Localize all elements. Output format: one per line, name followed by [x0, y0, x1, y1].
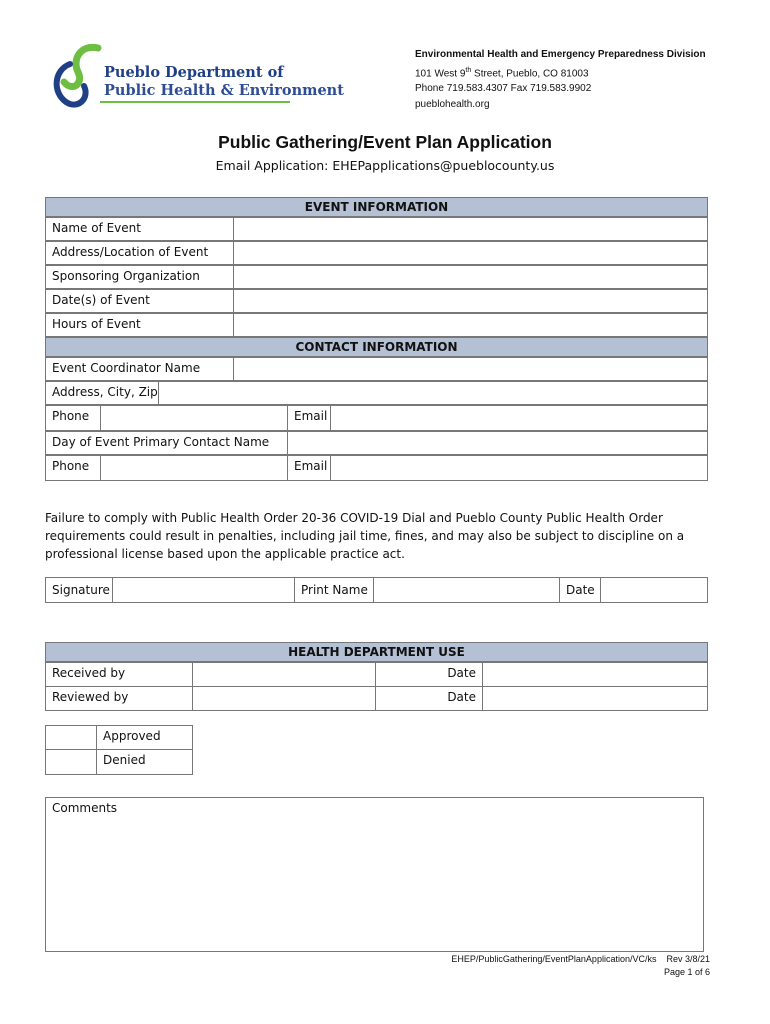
- division-name: Environmental Health and Emergency Preparedness Division: [415, 49, 706, 60]
- reviewed-date-field[interactable]: [482, 686, 708, 711]
- received-date-field[interactable]: [482, 662, 708, 687]
- division-contact-block: [415, 47, 706, 112]
- page-number: Page 1 of 6: [663, 967, 710, 977]
- day-contact-phone-label: Phone: [45, 455, 101, 481]
- health-department-use-header: HEALTH DEPARTMENT USE: [45, 642, 708, 662]
- event-address-field[interactable]: [233, 241, 708, 265]
- division-address: [415, 63, 706, 82]
- event-name-field[interactable]: [233, 217, 708, 241]
- print-name-field[interactable]: [373, 577, 560, 603]
- denied-label: Denied: [96, 749, 193, 775]
- day-contact-name-label: Day of Event Primary Contact Name: [45, 431, 288, 455]
- comments-label: Comments: [52, 801, 118, 815]
- signature-date-field[interactable]: [600, 577, 708, 603]
- approved-label: Approved: [96, 725, 193, 750]
- received-date-label: Date: [375, 662, 483, 687]
- sponsoring-organization-field[interactable]: [233, 265, 708, 289]
- received-by-label: Received by: [45, 662, 193, 687]
- signature-field[interactable]: [112, 577, 295, 603]
- signature-date-label: Date: [559, 577, 601, 603]
- document-code: EHEP/PublicGathering/EventPlanApplication/VC/ks Rev 3/8/21: [451, 954, 710, 964]
- day-contact-phone-field[interactable]: [100, 455, 288, 481]
- contact-address-field[interactable]: [158, 381, 708, 405]
- event-information-header: EVENT INFORMATION: [45, 197, 708, 217]
- event-hours-label: Hours of Event: [45, 313, 234, 337]
- address-city: Street, Pueblo, CO 81003: [471, 67, 589, 79]
- coordinator-name-field[interactable]: [233, 357, 708, 381]
- contact-email-label: Email: [287, 405, 331, 431]
- event-dates-label: Date(s) of Event: [45, 289, 234, 313]
- email-application-line: Email Application: EHEPapplications@pueblocounty.us: [215, 158, 555, 173]
- day-contact-email-label: Email: [287, 455, 331, 481]
- reviewed-date-label: Date: [375, 686, 483, 711]
- event-hours-field[interactable]: [233, 313, 708, 337]
- form-title: Public Gathering/Event Plan Application: [218, 132, 552, 152]
- event-address-label: Address/Location of Event: [45, 241, 234, 265]
- org-name-line2: Public Health & Environment: [104, 82, 344, 99]
- reviewed-by-label: Reviewed by: [45, 686, 193, 711]
- day-contact-name-field[interactable]: [287, 431, 708, 455]
- event-name-label: Name of Event: [45, 217, 234, 241]
- address-street: 101 West 9: [415, 67, 466, 79]
- org-name-line1: Pueblo Department of: [104, 64, 284, 81]
- division-phone-fax: Phone 719.583.4307 Fax 719.583.9902: [415, 83, 592, 95]
- contact-address-label: Address, City, Zip: [45, 381, 159, 405]
- print-name-label: Print Name: [294, 577, 374, 603]
- contact-phone-field[interactable]: [100, 405, 288, 431]
- denied-checkbox[interactable]: [45, 749, 97, 775]
- event-dates-field[interactable]: [233, 289, 708, 313]
- approved-checkbox[interactable]: [45, 725, 97, 750]
- contact-phone-label: Phone: [45, 405, 101, 431]
- division-website: pueblohealth.org: [415, 98, 490, 110]
- contact-information-header: CONTACT INFORMATION: [45, 337, 708, 357]
- sponsoring-organization-label: Sponsoring Organization: [45, 265, 234, 289]
- received-by-field[interactable]: [192, 662, 376, 687]
- coordinator-name-label: Event Coordinator Name: [45, 357, 234, 381]
- logo-underline: [100, 101, 290, 103]
- contact-email-field[interactable]: [330, 405, 708, 431]
- signature-label: Signature: [45, 577, 113, 603]
- reviewed-by-field[interactable]: [192, 686, 376, 711]
- comments-field[interactable]: [45, 797, 704, 952]
- day-contact-email-field[interactable]: [330, 455, 708, 481]
- address-ordinal: th: [465, 66, 472, 74]
- compliance-notice: Failure to comply with Public Health Order 20-36 COVID-19 Dial and Pueblo County Public Health Order requirements could result in penalties, including jail time, fines, and may also be subject to discipline on a professional license based upon the applicable practice act.: [45, 511, 685, 561]
- document-footer: [451, 953, 710, 979]
